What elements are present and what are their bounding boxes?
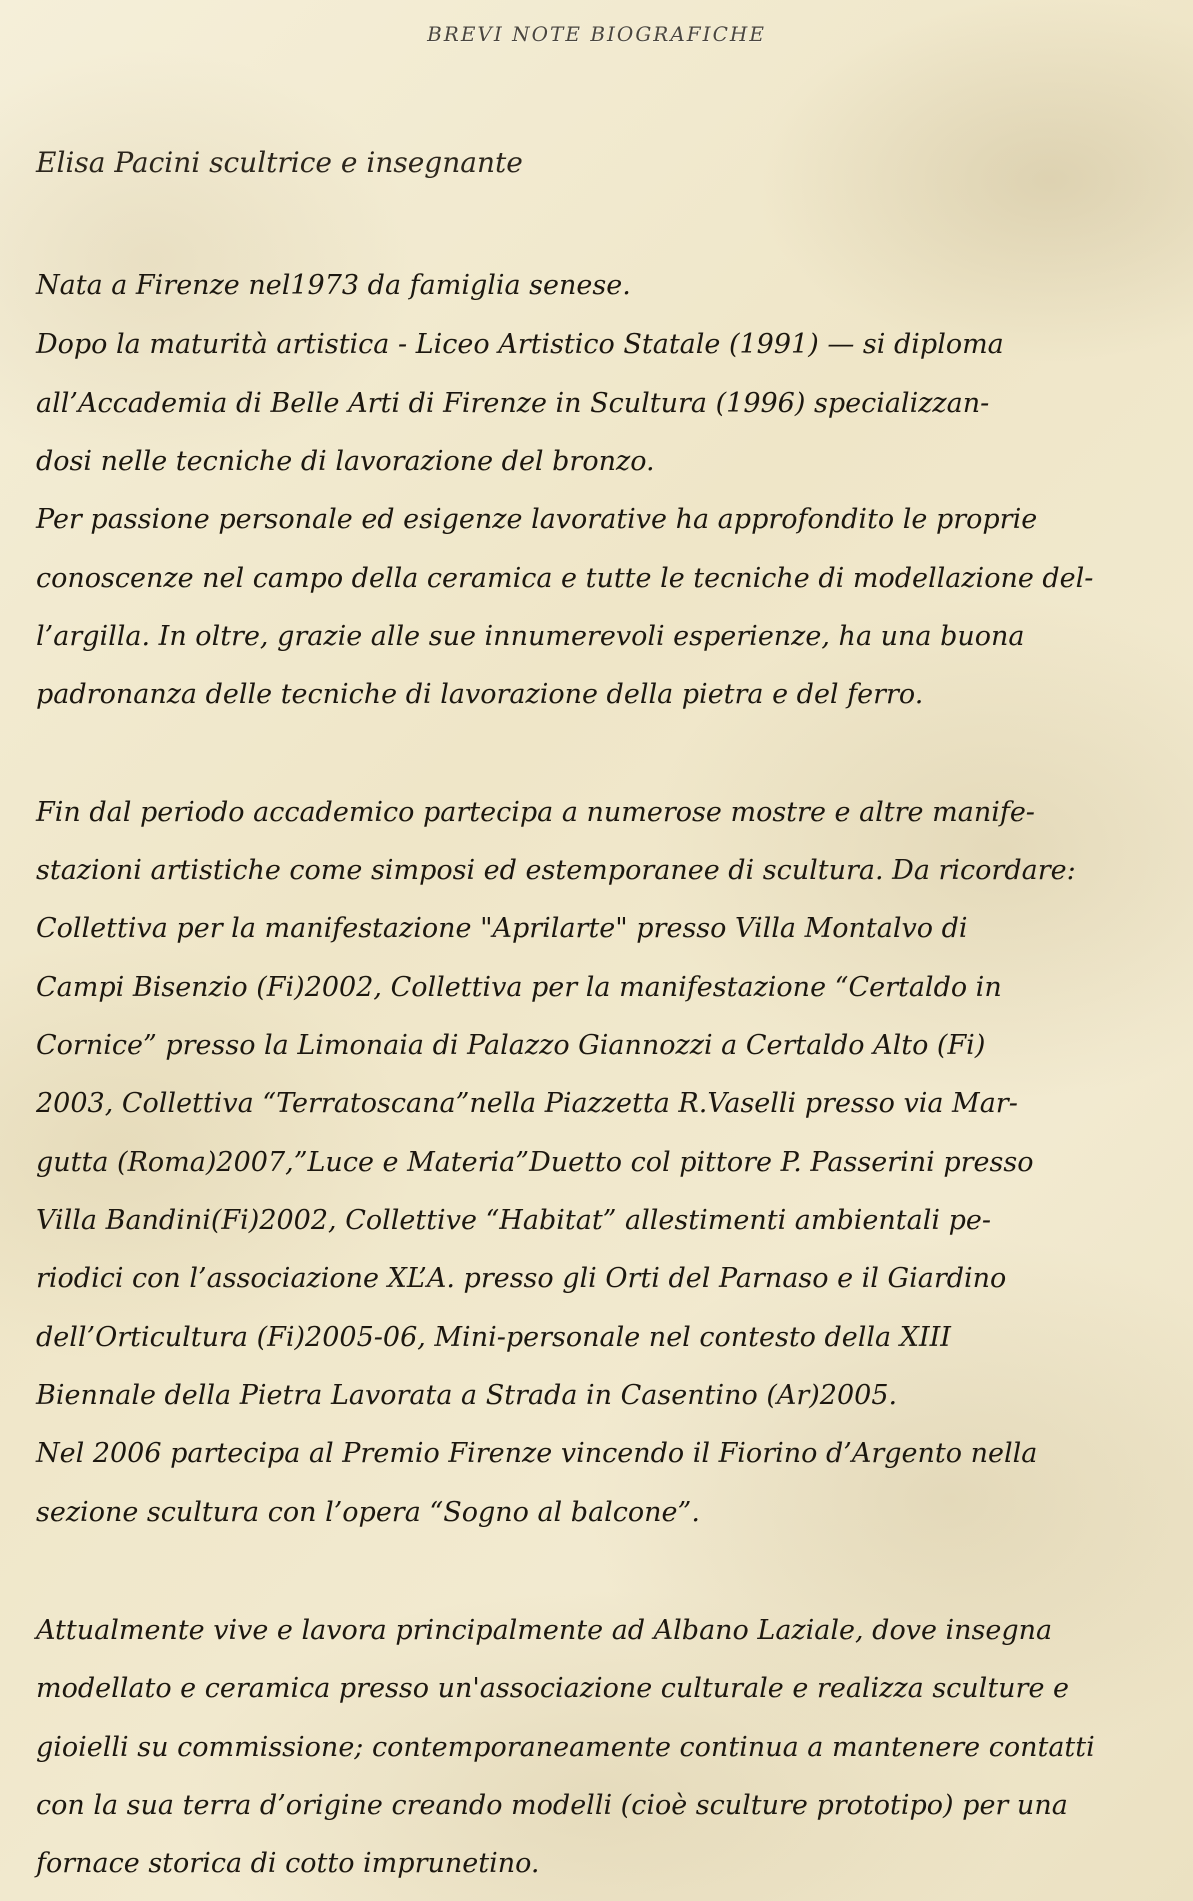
text-line: Per passione personale ed esigenze lavorative ha approfondito le proprie xyxy=(36,504,1038,535)
text-line: riodici con l’associazione XL’A. presso gli Orti del Parnaso e il Giardino xyxy=(36,1263,1007,1294)
text-line: con la sua terra d’origine creando modelli (cioè sculture prototipo) per una xyxy=(36,1790,1068,1821)
text-line: stazioni artistiche come simposi ed estemporanee di scultura. Da ricordare: xyxy=(36,855,1076,886)
text-line: l’argilla. In oltre, grazie alle sue innumerevoli esperienze, ha una buona xyxy=(36,621,1025,652)
text-line: Fin dal periodo accademico partecipa a numerose mostre e altre manife- xyxy=(36,797,1035,828)
text-line: Biennale della Pietra Lavorata a Strada in Casentino (Ar)2005. xyxy=(36,1380,898,1411)
text-line: Villa Bandini(Fi)2002, Collettive “Habitat” allestimenti ambientali pe- xyxy=(36,1205,991,1236)
text-line: sezione scultura con l’opera “Sogno al balcone”. xyxy=(36,1497,700,1528)
text-line: conoscenze nel campo della ceramica e tutte le tecniche di modellazione del- xyxy=(36,563,1094,594)
text-line: Cornice” presso la Limonaia di Palazzo Giannozzi a Certaldo Alto (Fi) xyxy=(36,1030,986,1061)
text-line: dosi nelle tecniche di lavorazione del bronzo. xyxy=(36,446,655,477)
text-line: 2003, Collettiva “Terratoscana”nella Piazzetta R.Vaselli presso via Mar- xyxy=(36,1088,1018,1119)
text-line: modellato e ceramica presso un'associazione culturale e realizza sculture e xyxy=(36,1673,1070,1704)
text-line: Attualmente vive e lavora principalmente ad Albano Laziale, dove insegna xyxy=(36,1615,1053,1646)
subtitle: Elisa Pacini scultrice e insegnante xyxy=(36,146,523,179)
text-line: Collettiva per la manifestazione "Aprilarte" presso Villa Montalvo di xyxy=(36,913,968,944)
page-title: BREVI NOTE BIOGRAFICHE xyxy=(427,22,766,46)
text-line: dell’Orticultura (Fi)2005-06, Mini-personale nel contesto della XIII xyxy=(36,1322,951,1353)
text-line: Nel 2006 partecipa al Premio Firenze vincendo il Fiorino d’Argento nella xyxy=(36,1438,1038,1469)
text-line: gioielli su commissione; contemporaneamente continua a mantenere contatti xyxy=(36,1732,1095,1763)
text-line: Campi Bisenzio (Fi)2002, Collettiva per la manifestazione “Certaldo in xyxy=(36,972,1002,1003)
text-line: Nata a Firenze nel1973 da famiglia senese. xyxy=(36,270,631,301)
text-line: all’Accademia di Belle Arti di Firenze in Scultura (1996) specializzan- xyxy=(36,388,990,419)
text-line: gutta (Roma)2007,”Luce e Materia”Duetto col pittore P. Passerini presso xyxy=(36,1147,1034,1178)
text-line: Dopo la maturità artistica - Liceo Artistico Statale (1991) — si diploma xyxy=(36,329,1004,360)
text-line: fornace storica di cotto imprunetino. xyxy=(36,1848,540,1879)
text-line: padronanza delle tecniche di lavorazione della pietra e del ferro. xyxy=(36,679,924,710)
